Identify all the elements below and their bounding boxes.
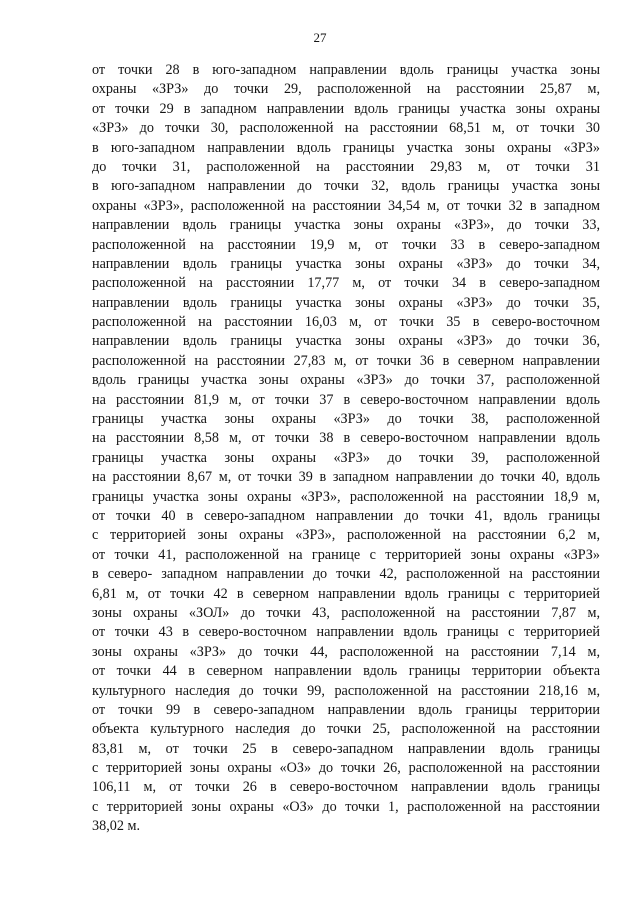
text-line-22: на расстоянии 8,67 м, от точки 39 в западном направлении до точки 40, вдоль <box>92 469 600 486</box>
text-line-1: от точки 28 в юго-западном направлении вдоль границы участка зоны <box>92 62 600 78</box>
text-line-34: от точки 99 в северо-западном направлении вдоль границы территории <box>92 701 600 718</box>
text-line-3: от точки 29 в западном направлении вдоль границы участка зоны охраны <box>92 100 600 117</box>
text-line-40: 38,02 м. <box>92 818 140 835</box>
text-line-32: от точки 44 в северном направлении вдоль границы территории объекта <box>92 663 600 680</box>
text-line-8: охраны «ЗРЗ», расположенной на расстоянии 34,54 м, от точки 32 в западном <box>92 197 600 214</box>
text-line-21: границы участка зоны охраны «ЗРЗ» до точки 39, расположенной <box>92 449 600 466</box>
text-line-2: охраны «ЗРЗ» до точки 29, расположенной на расстоянии 25,87 м, <box>92 81 600 98</box>
text-line-37: с территорией зоны охраны «ОЗ» до точки 26, расположенной на расстоянии <box>92 760 600 777</box>
text-line-17: вдоль границы участка зоны охраны «ЗРЗ» до точки 37, расположенной <box>92 372 600 389</box>
text-line-23: границы участка зоны охраны «ЗРЗ», расположенной на расстоянии 18,9 м, <box>92 488 600 505</box>
text-line-10: расположенной на расстоянии 19,9 м, от точки 33 в северо-западном <box>92 236 600 253</box>
text-line-38: 106,11 м, от точки 26 в северо-восточном направлении вдоль границы <box>92 779 600 796</box>
text-line-4: «ЗРЗ» до точки 30, расположенной на расстоянии 68,51 м, от точки 30 <box>92 120 600 137</box>
text-line-9: направлении вдоль границы участка зоны охраны «ЗРЗ», до точки 33, <box>92 217 600 234</box>
text-line-13: направлении вдоль границы участка зоны охраны «ЗРЗ» до точки 35, <box>92 294 600 311</box>
text-line-35: объекта культурного наследия до точки 25, расположенной на расстоянии <box>92 721 600 738</box>
page-number: 27 <box>313 30 327 45</box>
text-line-29: зоны охраны «ЗОЛ» до точки 43, расположенной на расстоянии 7,87 м, <box>92 604 600 621</box>
text-line-25: с территорией зоны охраны «ЗРЗ», расположенной на расстоянии 6,2 м, <box>92 527 600 544</box>
text-line-6: до точки 31, расположенной на расстоянии 29,83 м, от точки 31 <box>92 158 600 175</box>
text-line-39: с территорией зоны охраны «ОЗ» до точки 1, расположенной на расстоянии <box>92 798 600 815</box>
body-paragraph <box>92 61 600 837</box>
text-line-20: на расстоянии 8,58 м, от точки 38 в северо-восточном направлении вдоль <box>92 430 600 447</box>
text-line-33: культурного наследия до точки 99, расположенной на расстоянии 218,16 м, <box>92 682 600 699</box>
text-line-30: от точки 43 в северо-восточном направлении вдоль границы с территорией <box>92 624 600 641</box>
text-line-31: зоны охраны «ЗРЗ» до точки 44, расположенной на расстоянии 7,14 м, <box>92 643 600 660</box>
text-line-5: в юго-западном направлении вдоль границы участка зоны охраны «ЗРЗ» <box>92 139 600 156</box>
text-line-36: 83,81 м, от точки 25 в северо-западном направлении вдоль границы <box>92 740 600 757</box>
text-line-7: в юго-западном направлении до точки 32, вдоль границы участка зоны <box>92 178 600 195</box>
text-line-28: 6,81 м, от точки 42 в северном направлении вдоль границы с территорией <box>92 585 600 602</box>
text-line-27: в северо- западном направлении до точки 42, расположенной на расстоянии <box>92 566 600 583</box>
text-line-24: от точки 40 в северо-западном направлении до точки 41, вдоль границы <box>92 507 600 524</box>
text-line-12: расположенной на расстоянии 17,77 м, от точки 34 в северо-западном <box>92 275 600 292</box>
text-line-26: от точки 41, расположенной на границе с территорией зоны охраны «ЗРЗ» <box>92 546 600 563</box>
text-line-19: границы участка зоны охраны «ЗРЗ» до точки 38, расположенной <box>92 411 600 428</box>
text-line-14: расположенной на расстоянии 16,03 м, от точки 35 в северо-восточном <box>92 314 600 331</box>
text-line-18: на расстоянии 81,9 м, от точки 37 в северо-восточном направлении вдоль <box>92 391 600 408</box>
text-line-11: направлении вдоль границы участка зоны охраны «ЗРЗ» до точки 34, <box>92 255 600 272</box>
text-line-16: расположенной на расстоянии 27,83 м, от точки 36 в северном направлении <box>92 352 600 369</box>
text-line-15: направлении вдоль границы участка зоны охраны «ЗРЗ» до точки 36, <box>92 333 600 350</box>
